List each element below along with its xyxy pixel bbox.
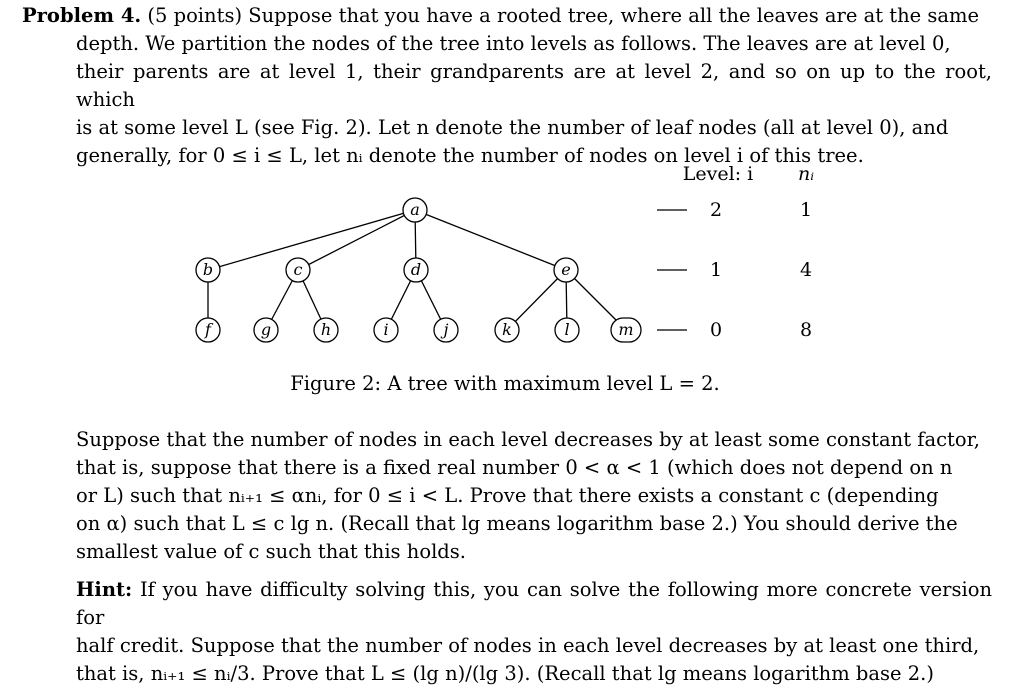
count-value: 4 <box>799 259 813 281</box>
level-value: 2 <box>709 199 723 221</box>
node-label: i <box>383 320 389 339</box>
problem-heading: Problem 4. <box>22 4 142 27</box>
problem-text-line: generally, for 0 ≤ i ≤ L, let nᵢ denote the number of nodes on level i of this tree. <box>76 144 864 167</box>
problem-text-line: (5 points) Suppose that you have a rooted tree, where all the leaves are at the same <box>147 4 980 27</box>
body-line: on α) such that L ≤ c lg n. (Recall that lg means logarithm base 2.) You should derive the <box>76 512 958 535</box>
figure-caption: Figure 2: A tree with maximum level L = 2. <box>290 372 720 395</box>
body-paragraph <box>76 426 992 566</box>
problem-text-line: their parents are at level 1, their grandparents are at level 2, and so on up to the root, which <box>76 60 992 111</box>
node-label: d <box>410 260 422 279</box>
problem-text-line: depth. We partition the nodes of the tree into levels as follows. The leaves are at level 0, <box>76 32 951 55</box>
level-value: 1 <box>709 259 723 281</box>
level-value: 0 <box>709 319 723 341</box>
node-label: j <box>443 320 449 339</box>
node-label: a <box>410 200 420 219</box>
node-label: k <box>502 320 512 339</box>
hint-label: Hint: <box>76 578 133 601</box>
body-line: or L) such that nᵢ₊₁ ≤ αnᵢ, for 0 ≤ i < L. Prove that there exists a constant c (depending <box>76 484 939 507</box>
hint-line: If you have difficulty solving this, you can solve the following more concrete version for <box>76 578 992 629</box>
node-label: b <box>202 260 214 279</box>
hint-line: half credit. Suppose that the number of nodes in each level decreases by at least one third, <box>76 634 980 657</box>
body-line: Suppose that the number of nodes in each level decreases by at least some constant factor, <box>76 428 980 451</box>
level-header: Level: i <box>682 163 754 185</box>
body-line: smallest value of c such that this holds. <box>76 540 466 563</box>
node-label: l <box>564 320 570 339</box>
ni-header: nᵢ <box>797 163 815 185</box>
node-label: g <box>260 320 272 339</box>
node-label: e <box>561 260 571 279</box>
node-label: c <box>293 260 303 279</box>
node-label: f <box>205 320 211 339</box>
body-line: that is, suppose that there is a fixed real number 0 < α < 1 (which does not depend on n <box>76 456 953 479</box>
hint-line: that is, nᵢ₊₁ ≤ nᵢ/3. Prove that L ≤ (lg n)/(lg 3). (Recall that lg means logarithm base 2.) <box>76 662 934 685</box>
count-value: 1 <box>799 199 813 221</box>
node-label: m <box>618 320 634 339</box>
hint-paragraph <box>76 576 992 688</box>
node-label: h <box>320 320 332 339</box>
count-value: 8 <box>799 319 813 341</box>
problem-text-line: is at some level L (see Fig. 2). Let n denote the number of leaf nodes (all at level 0), and <box>76 116 949 139</box>
